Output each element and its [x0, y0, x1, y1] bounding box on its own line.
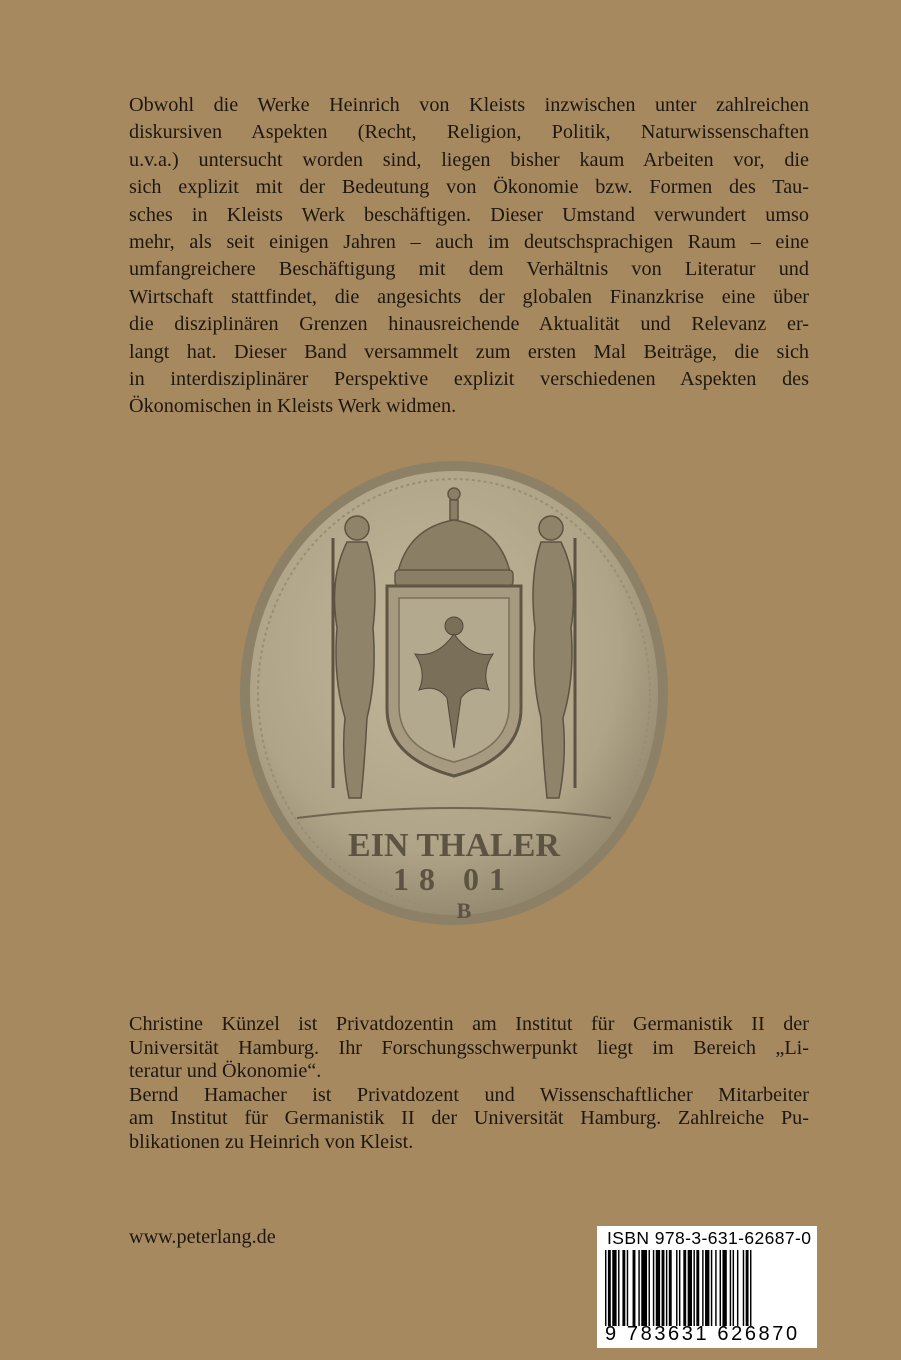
coin-mint-mark: B — [456, 898, 472, 923]
bio-line: blikationen zu Heinrich von Kleist. — [129, 1130, 414, 1153]
isbn-barcode-box — [597, 1226, 817, 1348]
barcode-bar — [608, 1250, 611, 1326]
barcode-digits: 9 783631 626870 — [605, 1323, 800, 1345]
barcode-bar — [612, 1250, 616, 1326]
blurb-line: Wirtschaft stattfindet, die angesichts der globalen Finanzkrise eine über — [129, 285, 809, 308]
barcode-bars — [603, 1250, 811, 1326]
barcode-bar — [641, 1250, 647, 1326]
blurb-line: u.v.a.) untersucht worden sind, liegen bisher kaum Arbeiten vor, die — [129, 148, 809, 171]
barcode-bar — [638, 1250, 639, 1326]
thaler-coin-illustration — [237, 458, 671, 928]
barcode-bar — [666, 1250, 667, 1326]
bio-line: Christine Künzel ist Privatdozentin am Institut für Germanistik II der — [129, 1013, 809, 1035]
barcode-bar — [669, 1250, 672, 1326]
barcode-bar — [656, 1250, 660, 1326]
barcode-bar — [715, 1250, 716, 1326]
blurb-line: in interdisziplinärer Perspektive explizit verschiedenen Aspekten des — [129, 368, 809, 391]
blurb-line: die disziplinären Grenzen hinausreichende Aktualität und Relevanz er- — [129, 313, 809, 336]
barcode-bar — [693, 1250, 694, 1326]
barcode-bar — [750, 1250, 751, 1326]
barcode-bar — [679, 1250, 680, 1326]
author-bio — [129, 1013, 809, 1155]
barcode-bar — [683, 1250, 686, 1326]
coin-image — [237, 458, 671, 928]
blurb-line: umfangreichere Beschäftigung mit dem Verhältnis von Literatur und — [129, 258, 809, 281]
bio-line: teratur und Ökonomie“. — [129, 1060, 322, 1083]
barcode-bar — [618, 1250, 619, 1326]
barcode-bar — [705, 1250, 709, 1326]
bio-line: am Institut für Germanistik II der Universität Hamburg. Zahlreiche Pu- — [129, 1107, 809, 1130]
barcode-bar — [702, 1250, 703, 1326]
blurb-text — [129, 92, 809, 421]
barcode-bar — [622, 1250, 625, 1326]
barcode-bar — [653, 1250, 654, 1326]
barcode-bar — [662, 1250, 665, 1326]
isbn-label: ISBN 978-3-631-62687-0 — [607, 1228, 812, 1248]
barcode-bar — [696, 1250, 699, 1326]
publisher-website[interactable]: www.peterlang.de — [129, 1226, 276, 1248]
barcode-bar — [605, 1250, 606, 1326]
blurb-line: sches in Kleists Werk beschäftigen. Dieser Umstand verwundert umso — [129, 203, 809, 226]
barcode-bar — [633, 1250, 636, 1326]
coin-year: 18 01 — [393, 861, 515, 897]
barcode-bar — [746, 1250, 749, 1326]
barcode-bar — [730, 1250, 731, 1326]
coin-inscription: EIN THALER — [348, 827, 560, 864]
barcode-bar — [676, 1250, 677, 1326]
blurb-line: diskursiven Aspekten (Recht, Religion, Politik, Naturwissenschaften — [129, 121, 809, 144]
blurb-line: Ökonomischen in Kleists Werk widmen. — [129, 395, 457, 418]
barcode-bar — [720, 1250, 721, 1326]
blurb-line: Obwohl die Werke Heinrich von Kleists inzwischen unter zahlreichen — [129, 94, 809, 116]
bio-line: Universität Hamburg. Ihr Forschungsschwerpunkt liegt im Bereich „Li- — [129, 1036, 809, 1059]
barcode-bar — [733, 1250, 734, 1326]
barcode-bar — [711, 1250, 712, 1326]
barcode-bar — [737, 1250, 738, 1326]
barcode-bar — [743, 1250, 744, 1326]
blurb-line: mehr, als seit einigen Jahren – auch im deutschsprachigen Raum – eine — [129, 231, 809, 254]
blurb-line: langt hat. Dieser Band versammelt zum ersten Mal Beiträge, die sich — [129, 340, 809, 363]
barcode-bar — [649, 1250, 650, 1326]
bio-line: Bernd Hamacher ist Privatdozent und Wissenschaftlicher Mitarbeiter — [129, 1083, 809, 1106]
blurb-line: sich explizit mit der Bedeutung von Ökonomie bzw. Formen des Tau- — [129, 176, 809, 199]
barcode-bar — [627, 1250, 628, 1326]
barcode — [603, 1250, 811, 1326]
barcode-bar — [688, 1250, 692, 1326]
barcode-bar — [722, 1250, 726, 1326]
